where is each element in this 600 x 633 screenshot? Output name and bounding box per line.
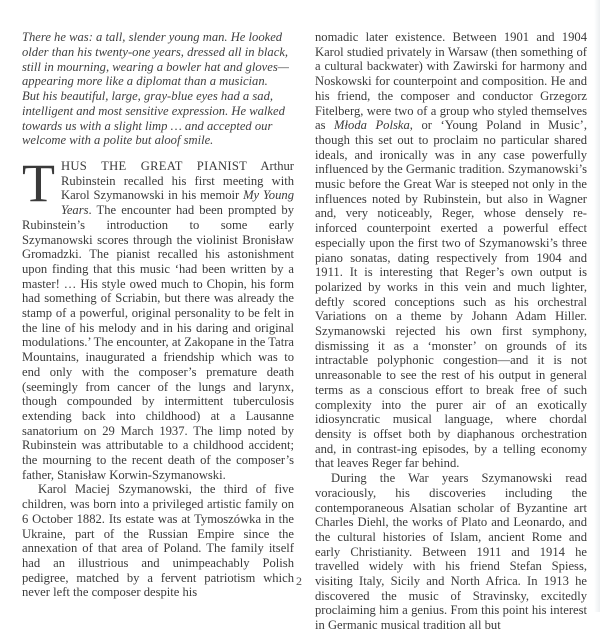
- left-paragraph-2: Karol Maciej Szymanowski, the third of five children, was born into a privileged artistic family on 6 October 1882. Its estate was at Tymoszówka in the Ukraine, part of the Russian Empire since the annexation of that area of Poland. The family itself had an illustrious and unimpeachably Polish pedigree, matched by a fervent patriotism which never left the composer despite his: [22, 482, 294, 600]
- paragraph-text: . The encounter had been prompted by Rubinstein’s introduction to some early Szymanowski scores through the violinist Bronisław Gromadzki. The pianist recalled his astonishment upon finding that this music ‘had been written by a master! … His style owed much to Chopin, his form had something of Scriabin, but there was already the stamp of a powerful, original personality to be felt in the line of his melody and in his daring and original modulations.’ The encounter, at Zakopane in the Tatra Mountains, inaugurated a friendship which was to end only with the composer’s premature death (seemingly from cancer of the lungs and larynx, though compounded by intermittent tuberculosis extending back into childhood) at a Lausanne sanatorium on 29 March 1937. The limp noted by Rubinstein was attributable to a childhood accident; the mourning to the recent death of the composer’s father, Stanisław Korwin-Szymanowski.: [22, 203, 294, 482]
- epigraph-line: welcome with a polite but aloof smile.: [22, 133, 214, 148]
- book-title: My Young Years: [61, 188, 294, 218]
- page-edge-shadow: [594, 0, 600, 612]
- right-paragraph-1: [315, 30, 587, 471]
- epigraph-line: intelligent and most sensitive expression. He walked: [22, 103, 285, 118]
- epigraph-line: older than his twenty-one years, dressed all in black,: [22, 44, 289, 59]
- left-paragraph-1: [22, 153, 295, 482]
- right-paragraph-2: During the War years Szymanowski read voraciously, his discoveries including the contemporaneous Alsatian scholar of Byzantine art Charles Diehl, the works of Plato and Leonardo, and the cultural histories of Islam, ancient Rome and early Christianity. Between 1911 and 1914 he travelled widely with his friend Stefan Spiess, visiting Italy, Sicily and North Africa. In 1913 he discovered the music of Stravinsky, excitedly proclaiming him a genius. From this point his interest in Germanic musical tradition all but: [315, 471, 587, 633]
- epigraph-line: still in mourning, wearing a bowler hat and gloves—: [22, 59, 289, 74]
- group-name: Młoda Polska: [334, 118, 410, 133]
- epigraph-line: There he was: a tall, slender young man. He looked: [22, 30, 283, 44]
- epigraph-quote: [22, 30, 302, 148]
- left-column: [22, 153, 295, 600]
- drop-cap: T: [22, 153, 55, 213]
- epigraph-line: appearing more like a diplomat than a musician.: [22, 74, 268, 89]
- paragraph-text: Arthur Rubinstein recalled his first meeting with Karol Szymanowski in his memoir: [61, 159, 295, 203]
- paragraph-text: , or ‘Young Poland in Music’, though this set out to proclaim no particular shared ideals, and ironically was in any case powerfully influenced by the Germanic tradition. Szymanowski’s music before the Great War is steeped not only in the influences noted by Rubinstein, but also in Wagner and, very noticeably, Reger, whose densely re-inforced counterpoint exerted a powerful effect especially upon the first two of Szymanowski’s three piano sonatas, dating respectively from 1904 and 1911. It is interesting that Reger’s own output is polarized by works in this vein and much lighter, deftly scored conceptions such as his orchestral Variations on a theme by Johann Adam Hiller. Szymanowski rejected his own first symphony, dismissing it as a ‘monster’ on grounds of its intractable polyphonic congestion—and it is not unreasonable to see the rest of his output in general terms as a conscious effort to break free of such complexity into the purer air of an exotically idiosyncratic musical language, where chordal density is offset both by diaphanous orchestration and, in contrast-ing episodes, by a telling economy that leaves Reger far behind.: [315, 118, 587, 471]
- epigraph-line: But his beautiful, large, gray-blue eyes had a sad,: [22, 89, 274, 103]
- epigraph-line: towards us with a slight limp … and accepted our: [22, 118, 273, 133]
- paragraph-text: nomadic later existence. Between 1901 and 1904 Karol studied privately in Warsaw (then something of a cultural backwater) with Zawirski for harmony and Noskowski for counterpoint and composition. He and his friend, the composer and conductor Grzegorz Fitelberg, were two of a group who styled themselves as: [315, 30, 587, 133]
- lead-in: HUS THE GREAT PIANIST: [61, 159, 248, 173]
- page-number: 2: [296, 574, 302, 588]
- right-column: [315, 30, 587, 633]
